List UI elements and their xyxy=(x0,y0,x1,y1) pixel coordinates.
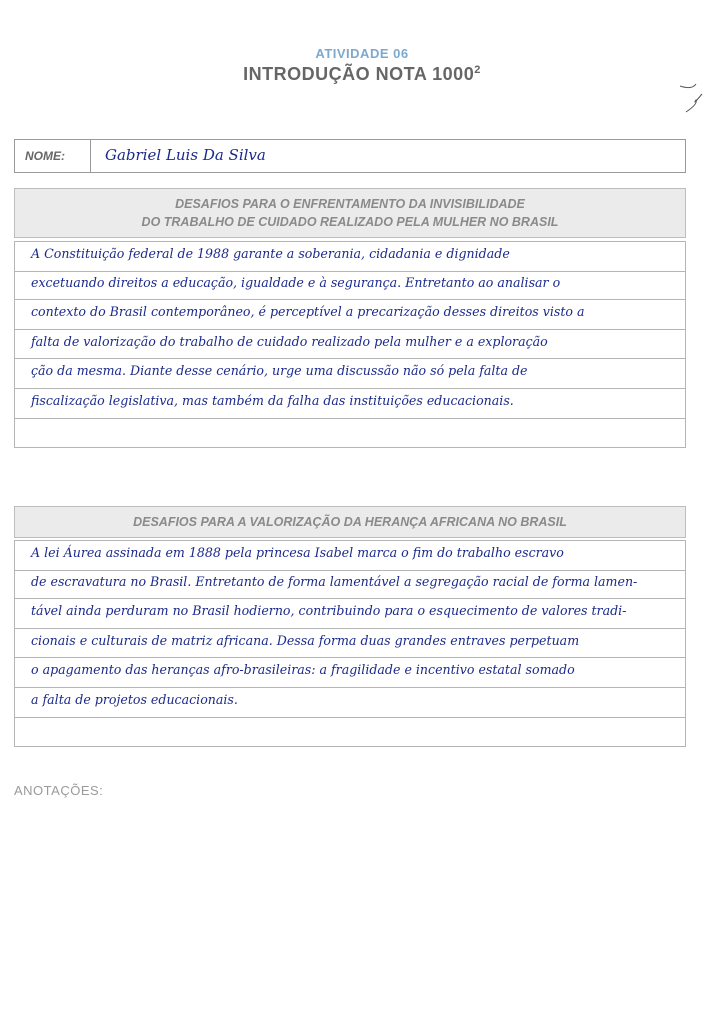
name-field[interactable] xyxy=(14,139,686,173)
name-label: NOME: xyxy=(15,140,91,172)
handwritten-line[interactable]: tável ainda perduram no Brasil hodierno, contribuindo para o esquecimento de valores tradi- xyxy=(14,599,686,629)
handwritten-line[interactable]: A lei Áurea assinada em 1888 pela princesa Isabel marca o fim do trabalho escravo xyxy=(14,540,686,571)
handwritten-line[interactable]: A Constituição federal de 1988 garante a soberania, cidadania e dignidade xyxy=(14,241,686,272)
section1-title-line2: DO TRABALHO DE CUIDADO REALIZADO PELA MULHER NO BRASIL xyxy=(141,215,559,229)
handwritten-line[interactable]: o apagamento das heranças afro-brasileiras: a fragilidade e incentivo estatal somado xyxy=(14,658,686,688)
pen-mark-icon xyxy=(676,80,706,114)
page-title xyxy=(0,64,724,85)
handwritten-line[interactable]: ção da mesma. Diante desse cenário, urge uma discussão não só pela falta de xyxy=(14,359,686,389)
activity-number: ATIVIDADE 06 xyxy=(315,46,409,61)
section1-header xyxy=(14,188,686,238)
section2-title: DESAFIOS PARA A VALORIZAÇÃO DA HERANÇA AFRICANA NO BRASIL xyxy=(133,515,567,529)
handwritten-line[interactable]: de escravatura no Brasil. Entretanto de forma lamentável a segregação racial de forma lamen- xyxy=(14,570,686,600)
handwritten-line[interactable] xyxy=(14,419,686,449)
page-title-text: INTRODUÇÃO NOTA 1000 xyxy=(243,64,475,84)
name-value: Gabriel Luis Da Silva xyxy=(105,146,266,164)
handwritten-line[interactable] xyxy=(14,718,686,748)
title-superscript: 2 xyxy=(474,64,481,76)
handwritten-line[interactable]: excetuando direitos a educação, igualdade e à segurança. Entretanto ao analisar o xyxy=(14,271,686,301)
section2-header xyxy=(14,506,686,538)
handwritten-line[interactable]: fiscalização legislativa, mas também da falha das instituições educacionais. xyxy=(14,389,686,419)
section1-title-line1: DESAFIOS PARA O ENFRENTAMENTO DA INVISIBILIDADE xyxy=(175,197,525,211)
handwritten-line[interactable]: falta de valorização do trabalho de cuidado realizado pela mulher e a exploração xyxy=(14,330,686,360)
handwritten-line[interactable]: cionais e culturais de matriz africana. Dessa forma duas grandes entraves perpetuam xyxy=(14,629,686,659)
notes-label: ANOTAÇÕES: xyxy=(14,783,104,798)
handwritten-line[interactable]: contexto do Brasil contemporâneo, é perceptível a precarização desses direitos visto a xyxy=(14,300,686,330)
handwritten-line[interactable]: a falta de projetos educacionais. xyxy=(14,688,686,718)
